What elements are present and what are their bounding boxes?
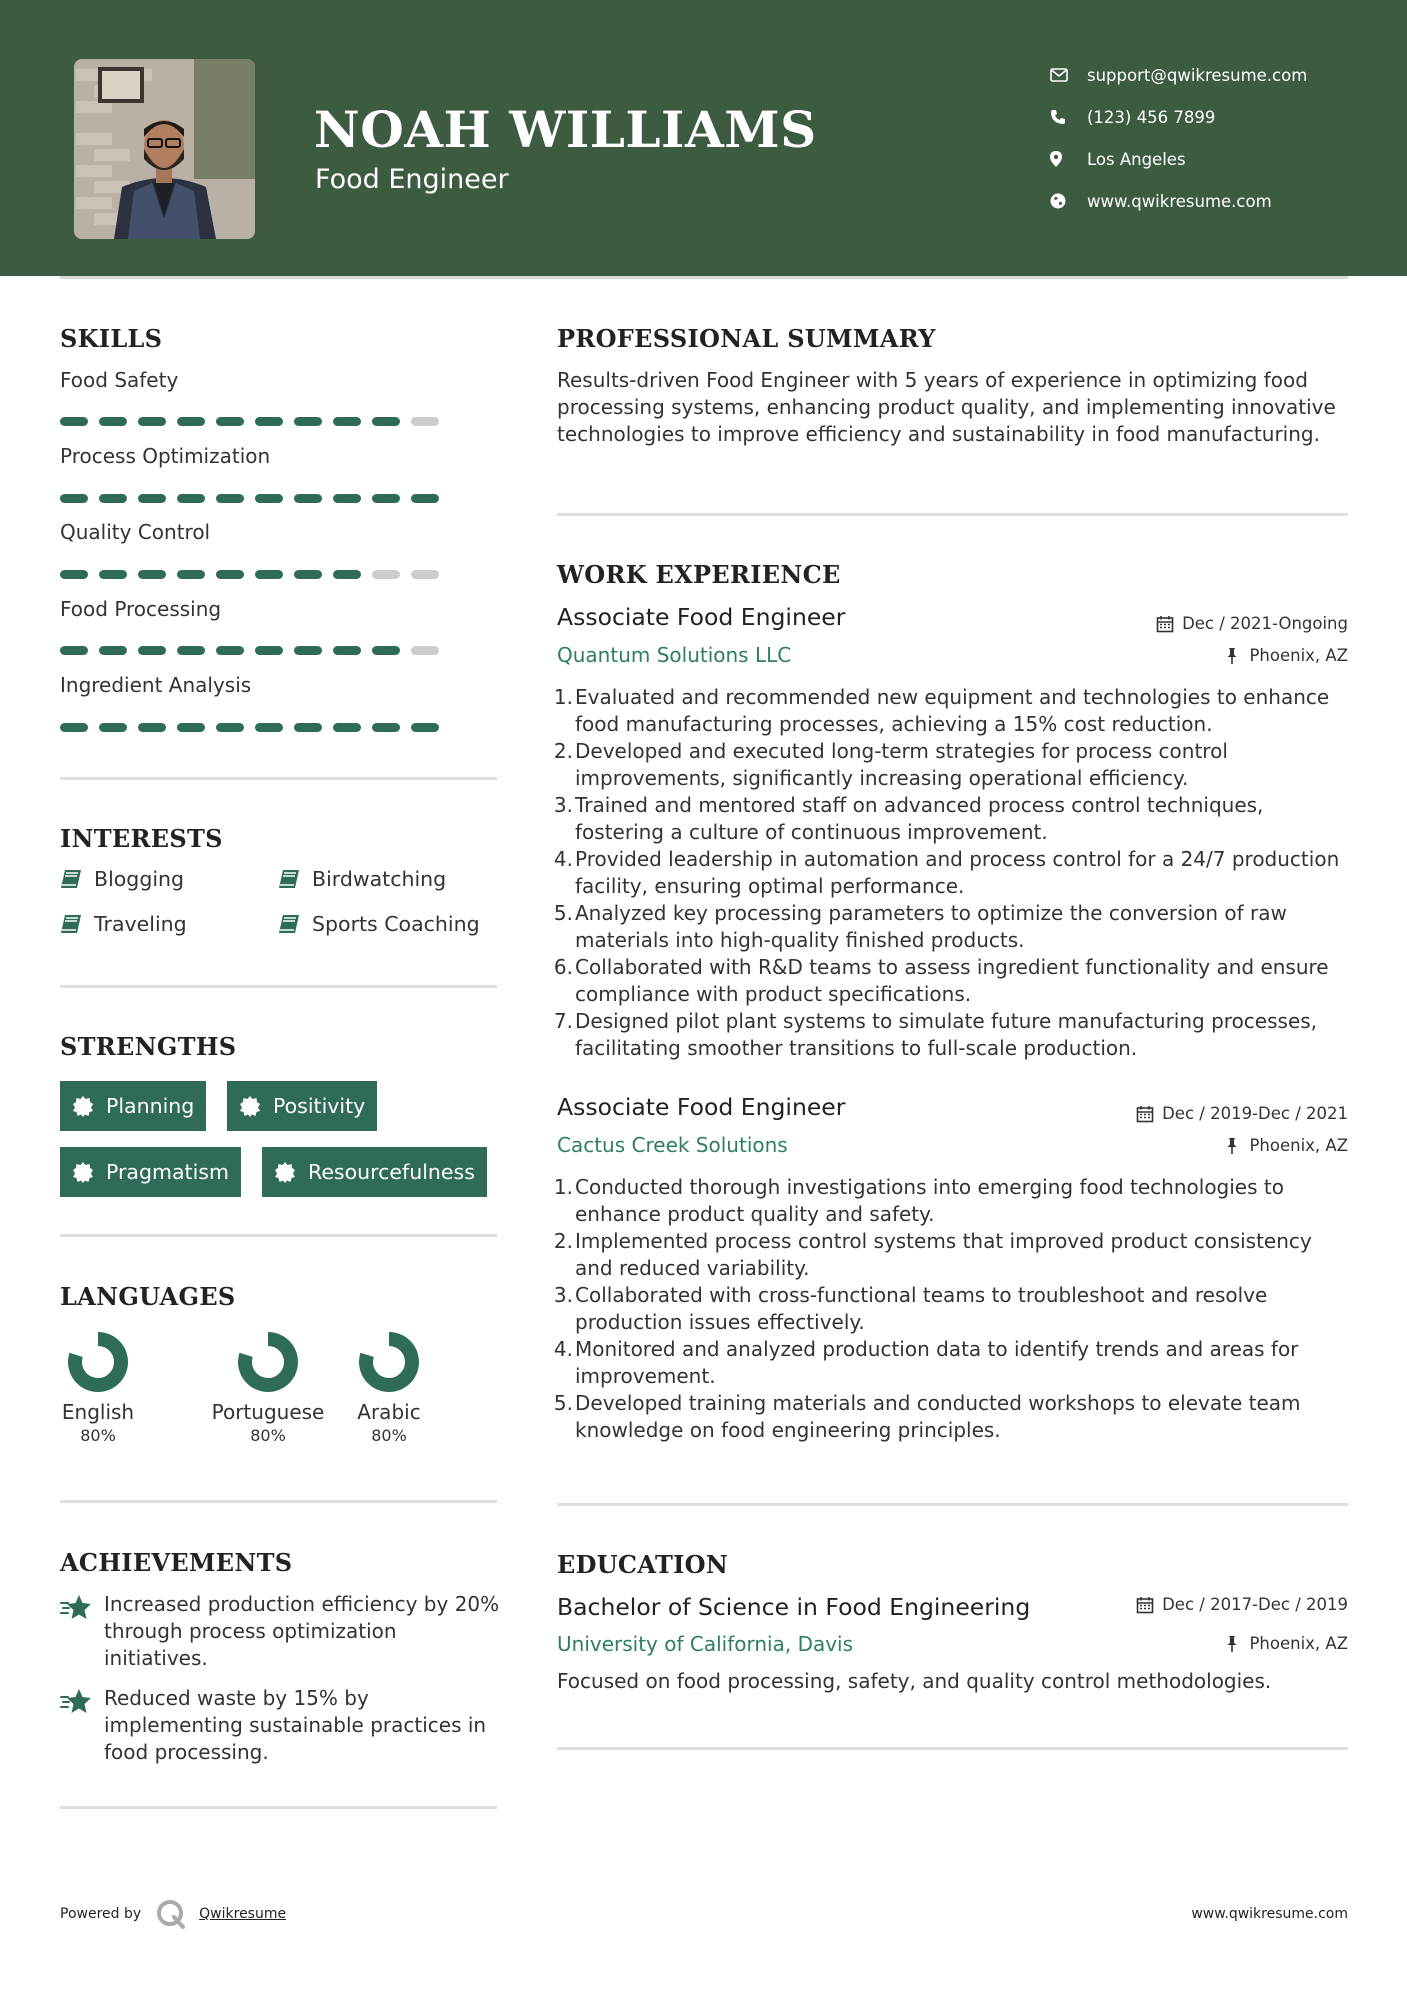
- pushpin-icon: [1223, 1137, 1241, 1155]
- achievement-item: [60, 1591, 500, 1672]
- job-title: Associate Food Engineer: [557, 603, 846, 631]
- badge-icon: [72, 1161, 94, 1183]
- job-dates-text: Dec / 2021-Ongoing: [1182, 614, 1348, 633]
- skill-dot-filled: [294, 646, 322, 655]
- skill-dot-filled: [216, 494, 244, 503]
- skill-dot-filled: [372, 646, 400, 655]
- contact-website[interactable]: [1050, 180, 1307, 222]
- skill-dot-filled: [60, 417, 88, 426]
- resume-header: [0, 0, 1407, 276]
- contact-phone-text: (123) 456 7899: [1087, 107, 1216, 127]
- language-percent: 80%: [371, 1426, 407, 1445]
- skill-dot-filled: [255, 494, 283, 503]
- language-name: English: [61, 1400, 135, 1424]
- badge-icon: [274, 1161, 296, 1183]
- pushpin-icon: [1223, 647, 1241, 665]
- skill-dot-filled: [99, 646, 127, 655]
- skill-rating: [60, 646, 450, 655]
- contact-website-text: www.qwikresume.com: [1087, 191, 1272, 211]
- strength-tag: [262, 1147, 487, 1197]
- school-name: University of California, Davis: [557, 1632, 854, 1656]
- footer-website[interactable]: www.qwikresume.com: [1191, 1906, 1348, 1922]
- section-divider: [557, 1503, 1348, 1506]
- skill-dot-filled: [333, 646, 361, 655]
- language-progress-ring: [357, 1330, 421, 1394]
- language-percent: 80%: [80, 1426, 116, 1445]
- section-divider: [60, 1500, 497, 1503]
- job-dates: [1136, 1104, 1348, 1123]
- interest-label: Sports Coaching: [312, 912, 480, 936]
- interest-item: [60, 912, 187, 936]
- skill-dot-filled: [99, 494, 127, 503]
- section-divider: [557, 513, 1348, 516]
- skill-dot-filled: [372, 417, 400, 426]
- skill-dot-filled: [60, 723, 88, 732]
- education-location-text: Phoenix, AZ: [1249, 1634, 1348, 1653]
- language-progress-ring: [66, 1330, 130, 1394]
- book-icon: [60, 914, 82, 934]
- section-divider: [557, 1747, 1348, 1750]
- job-location: [1223, 646, 1348, 665]
- skill-dot-filled: [372, 494, 400, 503]
- duty-item: 4. Monitored and analyzed production data to identify trends and areas for improvement.: [553, 1337, 1299, 1388]
- language-progress-ring: [236, 1330, 300, 1394]
- language-item: [203, 1330, 333, 1445]
- skill-dot-filled: [60, 494, 88, 503]
- job-dates: [1156, 614, 1348, 633]
- skill-dot-filled: [255, 570, 283, 579]
- skill-dot-filled: [138, 494, 166, 503]
- interest-item: [60, 867, 184, 891]
- strength-tag: [227, 1081, 377, 1131]
- badge-icon: [72, 1095, 94, 1117]
- skill-dot-filled: [177, 417, 205, 426]
- contact-phone[interactable]: [1050, 96, 1307, 138]
- contact-list: [1050, 54, 1307, 222]
- languages-title: LANGUAGES: [60, 1282, 236, 1311]
- skill-dot-filled: [294, 723, 322, 732]
- skill-dot-filled: [177, 494, 205, 503]
- experience-title: WORK EXPERIENCE: [557, 560, 841, 589]
- skill-dot-filled: [333, 723, 361, 732]
- interest-item: [278, 912, 480, 936]
- contact-location-text: Los Angeles: [1087, 149, 1186, 169]
- language-name: Portuguese: [211, 1400, 325, 1424]
- education-dates-text: Dec / 2017-Dec / 2019: [1162, 1595, 1348, 1614]
- skill-dot-empty: [372, 570, 400, 579]
- candidate-name: NOAH WILLIAMS: [314, 100, 817, 159]
- skill-dot-filled: [216, 723, 244, 732]
- achievement-text: Reduced waste by 15% by implementing sustainable practices in food processing.: [104, 1686, 487, 1764]
- interest-label: Traveling: [94, 912, 187, 936]
- skill-dot-filled: [333, 570, 361, 579]
- skill-dot-filled: [216, 570, 244, 579]
- interests-title: INTERESTS: [60, 824, 223, 853]
- contact-location: [1050, 138, 1307, 180]
- language-progress-arc: [245, 1339, 291, 1385]
- skill-rating: [60, 417, 450, 426]
- job-dates-text: Dec / 2019-Dec / 2021: [1162, 1104, 1348, 1123]
- achievements-title: ACHIEVEMENTS: [60, 1548, 293, 1577]
- powered-by-text: Powered by: [60, 1906, 142, 1922]
- calendar-icon: [1136, 1596, 1154, 1614]
- skill-dot-filled: [138, 646, 166, 655]
- profile-photo: [74, 59, 255, 239]
- star-icon: [60, 1687, 94, 1717]
- skill-dot-filled: [177, 646, 205, 655]
- job-location-text: Phoenix, AZ: [1249, 1136, 1348, 1155]
- duty-item: 1. Evaluated and recommended new equipment and technologies to enhance food manufacturing processes, achieving a 15% cost reduction.: [553, 685, 1330, 736]
- interest-label: Birdwatching: [312, 867, 447, 891]
- strength-tag: [60, 1081, 206, 1131]
- skill-label: Ingredient Analysis: [60, 673, 252, 697]
- section-divider: [60, 1234, 497, 1237]
- duty-item: 3. Collaborated with cross-functional teams to troubleshoot and resolve production issues effectively.: [553, 1283, 1268, 1334]
- skill-label: Food Processing: [60, 597, 222, 621]
- skill-dot-filled: [99, 417, 127, 426]
- skill-rating: [60, 723, 450, 732]
- pushpin-icon: [1223, 1635, 1241, 1653]
- education-dates: [1136, 1595, 1348, 1614]
- summary-title: PROFESSIONAL SUMMARY: [557, 324, 936, 353]
- job-title: Associate Food Engineer: [557, 1093, 846, 1121]
- skill-dot-filled: [411, 494, 439, 503]
- language-progress-arc: [366, 1339, 412, 1385]
- skill-dot-filled: [255, 417, 283, 426]
- calendar-icon: [1156, 615, 1174, 633]
- skill-dot-filled: [138, 417, 166, 426]
- skill-dot-filled: [99, 570, 127, 579]
- language-item: [339, 1330, 439, 1445]
- duty-item: 3. Trained and mentored staff on advanced process control techniques, fostering a culture of continuous improvement.: [553, 793, 1264, 844]
- phone-icon: [1050, 107, 1078, 127]
- location-pin-icon: [1050, 149, 1078, 169]
- skill-dot-filled: [60, 570, 88, 579]
- contact-email-text: support@qwikresume.com: [1087, 65, 1308, 85]
- company-name: Quantum Solutions LLC: [557, 643, 792, 667]
- strength-tag: [60, 1147, 241, 1197]
- duty-item: 5. Analyzed key processing parameters to optimize the conversion of raw materials into high-quality finished products.: [553, 901, 1287, 952]
- skill-dot-filled: [177, 570, 205, 579]
- duty-item: 6. Collaborated with R&D teams to assess ingredient functionality and ensure compliance with product specifications.: [553, 955, 1329, 1006]
- strengths-title: STRENGTHS: [60, 1032, 237, 1061]
- candidate-title: Food Engineer: [315, 164, 509, 195]
- section-divider: [60, 985, 497, 988]
- skill-dot-filled: [99, 723, 127, 732]
- skill-dot-filled: [60, 646, 88, 655]
- strength-label: Resourcefulness: [308, 1160, 475, 1184]
- job-duties: [553, 684, 1352, 1062]
- duty-item: 4. Provided leadership in automation and process control for a 24/7 production facility, ensuring optimal performance.: [553, 847, 1340, 898]
- brand-link[interactable]: Qwikresume: [199, 1906, 287, 1922]
- skill-dot-filled: [333, 494, 361, 503]
- language-item: [48, 1330, 148, 1445]
- job-location-text: Phoenix, AZ: [1249, 646, 1348, 665]
- skill-rating: [60, 570, 450, 579]
- contact-email[interactable]: [1050, 54, 1307, 96]
- duty-item: 7. Designed pilot plant systems to simulate future manufacturing processes, facilitating smoother transitions to full-scale production.: [553, 1009, 1318, 1060]
- company-name: Cactus Creek Solutions: [557, 1133, 788, 1157]
- strength-label: Pragmatism: [106, 1160, 229, 1184]
- book-icon: [60, 869, 82, 889]
- language-progress-arc: [75, 1339, 121, 1385]
- skill-label: Process Optimization: [60, 444, 271, 468]
- skill-dot-filled: [216, 646, 244, 655]
- skill-dot-filled: [177, 723, 205, 732]
- achievement-item: [60, 1685, 500, 1766]
- globe-icon: [1050, 191, 1078, 211]
- skill-label: Food Safety: [60, 368, 179, 392]
- language-name: Arabic: [357, 1400, 421, 1424]
- strength-label: Positivity: [273, 1094, 366, 1118]
- duty-item: 2. Developed and executed long-term strategies for process control improvements, significantly increasing operational efficiency.: [553, 739, 1228, 790]
- education-location: [1223, 1634, 1348, 1653]
- skill-dot-filled: [294, 570, 322, 579]
- envelope-icon: [1050, 65, 1078, 85]
- footer-powered-by: [60, 1898, 286, 1930]
- skill-dot-filled: [255, 646, 283, 655]
- skill-dot-filled: [216, 417, 244, 426]
- language-percent: 80%: [250, 1426, 286, 1445]
- skill-dot-filled: [138, 723, 166, 732]
- star-icon: [60, 1593, 94, 1623]
- skill-dot-filled: [372, 723, 400, 732]
- interest-item: [278, 867, 446, 891]
- skill-dot-filled: [294, 417, 322, 426]
- strength-label: Planning: [106, 1094, 195, 1118]
- skill-label: Quality Control: [60, 520, 211, 544]
- skill-dot-filled: [411, 723, 439, 732]
- skill-rating: [60, 494, 450, 503]
- interest-label: Blogging: [94, 867, 185, 891]
- duty-item: 1. Conducted thorough investigations into emerging food technologies to enhance product quality and safety.: [553, 1175, 1284, 1226]
- section-divider: [60, 1806, 497, 1809]
- skills-title: SKILLS: [60, 324, 163, 353]
- book-icon: [278, 914, 300, 934]
- job-location: [1223, 1136, 1348, 1155]
- achievement-text: Increased production efficiency by 20% through process optimization initiatives.: [104, 1592, 500, 1670]
- qwikresume-logo-icon: [155, 1898, 187, 1930]
- badge-icon: [239, 1095, 261, 1117]
- book-icon: [278, 869, 300, 889]
- job-duties: [553, 1174, 1352, 1444]
- calendar-icon: [1136, 1105, 1154, 1123]
- header-divider: [60, 276, 1348, 279]
- section-divider: [60, 777, 497, 780]
- education-title: EDUCATION: [557, 1550, 729, 1579]
- skill-dot-empty: [411, 570, 439, 579]
- summary-text: Results-driven Food Engineer with 5 years of experience in optimizing food processing systems, enhancing product quality, and implementing innovative technologies to improve efficiency and sustainability in food manufacturing.: [557, 368, 1336, 446]
- duty-item: 2. Implemented process control systems that improved product consistency and reduced variability.: [553, 1229, 1312, 1280]
- skill-dot-filled: [333, 417, 361, 426]
- education-description: Focused on food processing, safety, and quality control methodologies.: [557, 1669, 1272, 1693]
- duty-item: 5. Developed training materials and conducted workshops to elevate team knowledge on food engineering principles.: [553, 1391, 1301, 1442]
- skill-dot-empty: [411, 417, 439, 426]
- skill-dot-empty: [411, 646, 439, 655]
- skill-dot-filled: [294, 494, 322, 503]
- degree-title: Bachelor of Science in Food Engineering: [557, 1593, 1031, 1621]
- skill-dot-filled: [138, 570, 166, 579]
- skill-dot-filled: [255, 723, 283, 732]
